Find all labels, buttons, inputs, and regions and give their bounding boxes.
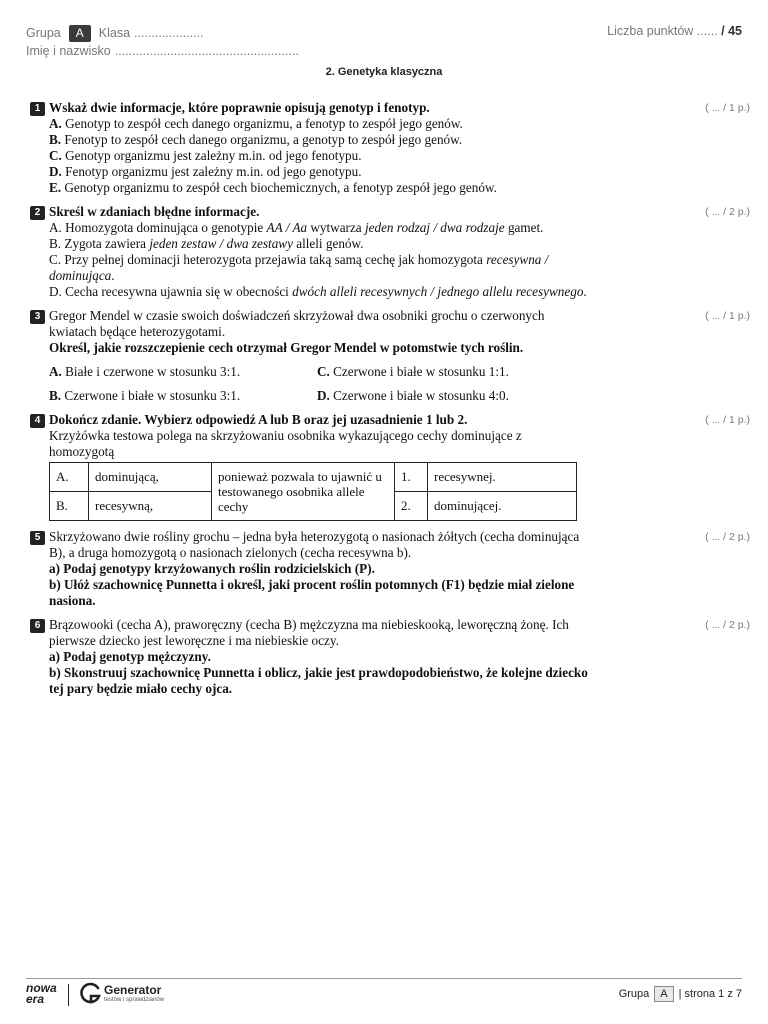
footer-group-label: Grupa: [618, 988, 650, 1000]
cell-1-text[interactable]: recesywnej.: [428, 463, 577, 492]
task-intro: Skrzyżowano dwie rośliny grochu – jedna była heterozygotą o nasionach żółtych (cecha dominująca B), a druga homozygotą o nasionach zielonych (cecha recesywna b).: [49, 529, 580, 560]
options-row-2: [49, 388, 589, 404]
cell-a-letter[interactable]: A.: [50, 463, 89, 492]
statement-b: B. Zygota zawiera jeden zestaw / dwa zestawy alleli genów.: [49, 236, 364, 251]
task-points: ( ... / 2 p.): [705, 619, 750, 631]
task-number: 4: [30, 414, 45, 428]
cell-b-letter[interactable]: B.: [50, 492, 89, 521]
tasks-container: [30, 100, 750, 705]
option-c: C. Genotyp organizmu jest zależny m.in. od jego fenotypu.: [49, 148, 362, 163]
task-5: [30, 529, 750, 609]
cell-2-text[interactable]: dominującej.: [428, 492, 577, 521]
group-label: Grupa: [26, 26, 61, 40]
subquestion-b: b) Ułóż szachownicę Punnetta i określ, jaki procent roślin potomnych (F1) będzie miał zielone nasiona.: [49, 577, 575, 608]
subquestion-b: b) Skonstruuj szachownicę Punnetta i oblicz, jakie jest prawdopodobieństwo, że kolejne dziecko tej pary będzie miało cechy ojca.: [49, 665, 588, 696]
task-points: ( ... / 2 p.): [705, 531, 750, 543]
option-d: D. Fenotyp organizmu jest zależny m.in. od jego genotypu.: [49, 164, 362, 179]
statement-d: D. Cecha recesywna ujawnia się w obecności dwóch alleli recesywnych / jednego allelu recesywnego.: [49, 284, 587, 299]
task-question: Określ, jakie rozszczepienie cech otrzymał Gregor Mendel w potomstwie tych roślin.: [49, 340, 524, 355]
task-points: ( ... / 1 p.): [705, 310, 750, 322]
option-e: E. Genotyp organizmu to zespół cech biochemicznych, a fenotyp zespół jego genów.: [49, 180, 497, 195]
option-b[interactable]: B. Czerwone i białe w stosunku 3:1.: [49, 388, 241, 403]
choice-chromosome-set[interactable]: jeden zestaw / dwa zestawy: [149, 236, 293, 251]
page-number: | strona 1 z 7: [678, 988, 742, 1000]
task-number: 5: [30, 531, 45, 545]
task-points: ( ... / 1 p.): [705, 102, 750, 114]
task-question: Skreśl w zdaniach błędne informacje.: [49, 204, 260, 219]
option-c[interactable]: C. Czerwone i białe w stosunku 1:1.: [317, 364, 509, 379]
task-number: 6: [30, 619, 45, 633]
footer-group-badge: A: [654, 986, 673, 1002]
page-info: [619, 986, 742, 1002]
task-2: [30, 204, 750, 300]
cell-a-text[interactable]: dominującą,: [89, 463, 212, 492]
cell-2-num[interactable]: 2.: [395, 492, 428, 521]
class-label: Klasa: [98, 26, 131, 40]
page-header: [26, 24, 742, 60]
choice-gamete-count[interactable]: jeden rodzaj / dwa rodzaje: [364, 220, 505, 235]
option-d[interactable]: D. Czerwone i białe w stosunku 4:0.: [317, 388, 509, 403]
task-intro: Brązowooki (cecha A), praworęczny (cecha B) mężczyzna ma niebieskooką, leworęczną żonę. Ich pierwsze dziecko jest leworęczne i ma niebieskie oczy.: [49, 617, 569, 648]
generator-logo-text: Generator: [104, 983, 162, 997]
statement-c: C. Przy pełnej dominacji heterozygota przejawia taką samą cechę jak homozygota recesywna / dominująca.: [49, 252, 549, 283]
task-points: ( ... / 1 p.): [705, 414, 750, 426]
footer-divider: [26, 978, 742, 979]
task-points: ( ... / 2 p.): [705, 206, 750, 218]
task-question: Wskaż dwie informacje, które poprawnie opisują genotyp i fenotyp.: [49, 100, 430, 115]
answer-table: [49, 462, 577, 521]
task-3: [30, 308, 750, 404]
cell-b-text[interactable]: recesywną,: [89, 492, 212, 521]
points-total: / 45: [721, 24, 742, 38]
cell-1-num[interactable]: 1.: [395, 463, 428, 492]
generator-g-icon: [78, 982, 102, 1006]
task-4: [30, 412, 750, 521]
name-label: Imię i nazwisko: [26, 44, 111, 58]
subquestion-a: a) Podaj genotyp mężczyzny.: [49, 649, 211, 664]
task-intro: Krzyżówka testowa polega na skrzyżowaniu osobnika wykazującego cechy dominujące z homozygotą: [49, 428, 522, 459]
subquestion-a: a) Podaj genotypy krzyżowanych roślin rodzicielskich (P).: [49, 561, 375, 576]
points-summary: [607, 24, 742, 38]
group-badge: A: [69, 25, 91, 42]
option-a: A. Genotyp to zespół cech danego organizmu, a fenotyp to zespół jego genów.: [49, 116, 463, 131]
option-b: B. Fenotyp to zespół cech danego organizmu, a genotyp to zespół jego genów.: [49, 132, 463, 147]
choice-genotype[interactable]: AA / Aa: [266, 220, 308, 235]
task-intro: Gregor Mendel w czasie swoich doświadczeń skrzyżował dwa osobniki grochu o czerwonych kwiatach będące heterozygotami.: [49, 308, 545, 339]
task-number: 3: [30, 310, 45, 324]
task-6: [30, 617, 750, 697]
points-label: Liczba punktów ......: [607, 24, 718, 38]
cell-middle: ponieważ pozwala to ujawnić u testowanego osobnika allele cechy: [212, 463, 395, 521]
choice-alleles[interactable]: dwóch alleli recesywnych / jednego allelu recesywnego: [292, 284, 584, 299]
generator-subtitle: testów i sprawdzianów: [104, 997, 165, 1003]
task-number: 2: [30, 206, 45, 220]
task-number: 1: [30, 102, 45, 116]
logo-separator: [68, 984, 69, 1006]
option-a[interactable]: A. Białe i czerwone w stosunku 3:1.: [49, 364, 241, 379]
name-row: [26, 42, 742, 60]
statement-a: A. Homozygota dominująca o genotypie AA / Aa wytwarza jeden rodzaj / dwa rodzaje gamet.: [49, 220, 544, 235]
class-dots: ....................: [134, 26, 204, 40]
task-1: [30, 100, 750, 196]
options-row-1: [49, 364, 589, 380]
name-dots: .....................................................: [114, 44, 299, 58]
choice-homozygote[interactable]: recesywna / dominująca: [49, 252, 549, 283]
nowa-era-logo: nowa era: [26, 981, 57, 1006]
task-question: Dokończ zdanie. Wybierz odpowiedź A lub B oraz jej uzasadnienie 1 lub 2.: [49, 412, 468, 427]
section-title: 2. Genetyka klasyczna: [325, 66, 443, 78]
